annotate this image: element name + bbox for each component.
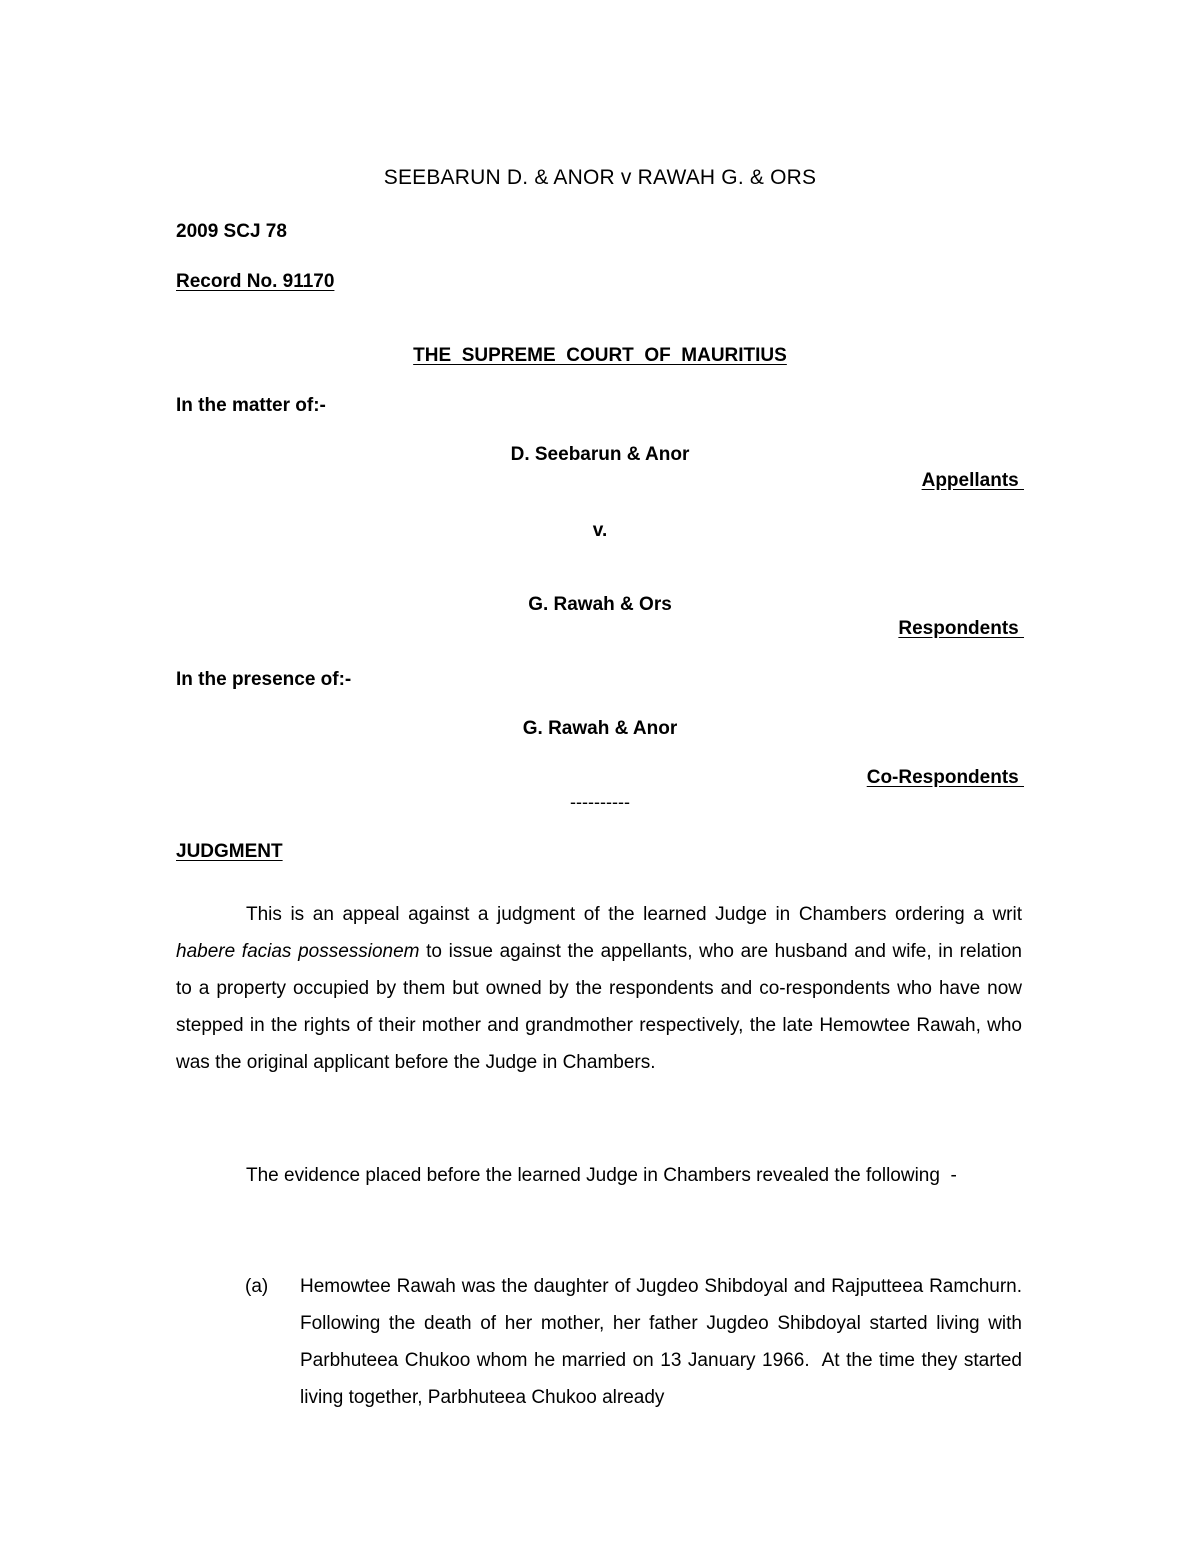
paragraph-1-start: This is an appeal against a judgment of the learned Judge in Chambers ordering a writ	[246, 904, 1022, 925]
appellant-name: D. Seebarun & Anor	[510, 444, 690, 465]
record-number: Record No. 91170	[176, 271, 335, 292]
list-item-a-label: (a)	[245, 1276, 269, 1297]
co-respondent-role: Co-Respondents	[866, 767, 1024, 788]
versus: v.	[592, 520, 608, 541]
citation: 2009 SCJ 78	[176, 221, 287, 242]
list-item-a-text: Hemowtee Rawah was the daughter of Jugdeo Shibdoyal and Rajputteea Ramchurn. Following the death of her mother, her father Jugdeo Shibdoyal started living with Parbhuteea Chukoo whom he married on 13 January 1966. At the time they started living together, Parbhuteea Chukoo already	[300, 1276, 1033, 1408]
respondent-name: G. Rawah & Ors	[528, 594, 672, 615]
court-name: THE SUPREME COURT OF MAURITIUS	[413, 345, 787, 366]
paragraph-2-text: The evidence placed before the learned Judge in Chambers revealed the following -	[246, 1165, 957, 1186]
paragraph-2	[176, 1157, 1022, 1194]
paragraph-1-italic: habere facias possessionem	[176, 941, 420, 962]
in-the-matter-of-label: In the matter of:-	[176, 395, 326, 416]
co-respondent-name: G. Rawah & Anor	[522, 718, 678, 739]
in-the-presence-of-label: In the presence of:-	[176, 669, 352, 690]
respondent-role: Respondents	[898, 618, 1024, 639]
paragraph-1-end: to issue against the appellants, who are husband and wife, in relation to a property occupied by them but owned by the respondents and co-respondents who have now stepped in the rights of their mother and grandmother respectively, the late Hemowtee Rawah, who was the original applicant before the Judge in Chambers.	[176, 941, 1022, 1073]
list-item-a	[300, 1268, 1033, 1416]
case-title: SEEBARUN D. & ANOR v RAWAH G. & ORS	[383, 166, 817, 189]
separator-line: ----------	[570, 792, 630, 812]
paragraph-1	[176, 896, 1022, 1081]
appellant-role: Appellants	[921, 470, 1024, 491]
judgment-heading: JUDGMENT	[176, 841, 283, 862]
